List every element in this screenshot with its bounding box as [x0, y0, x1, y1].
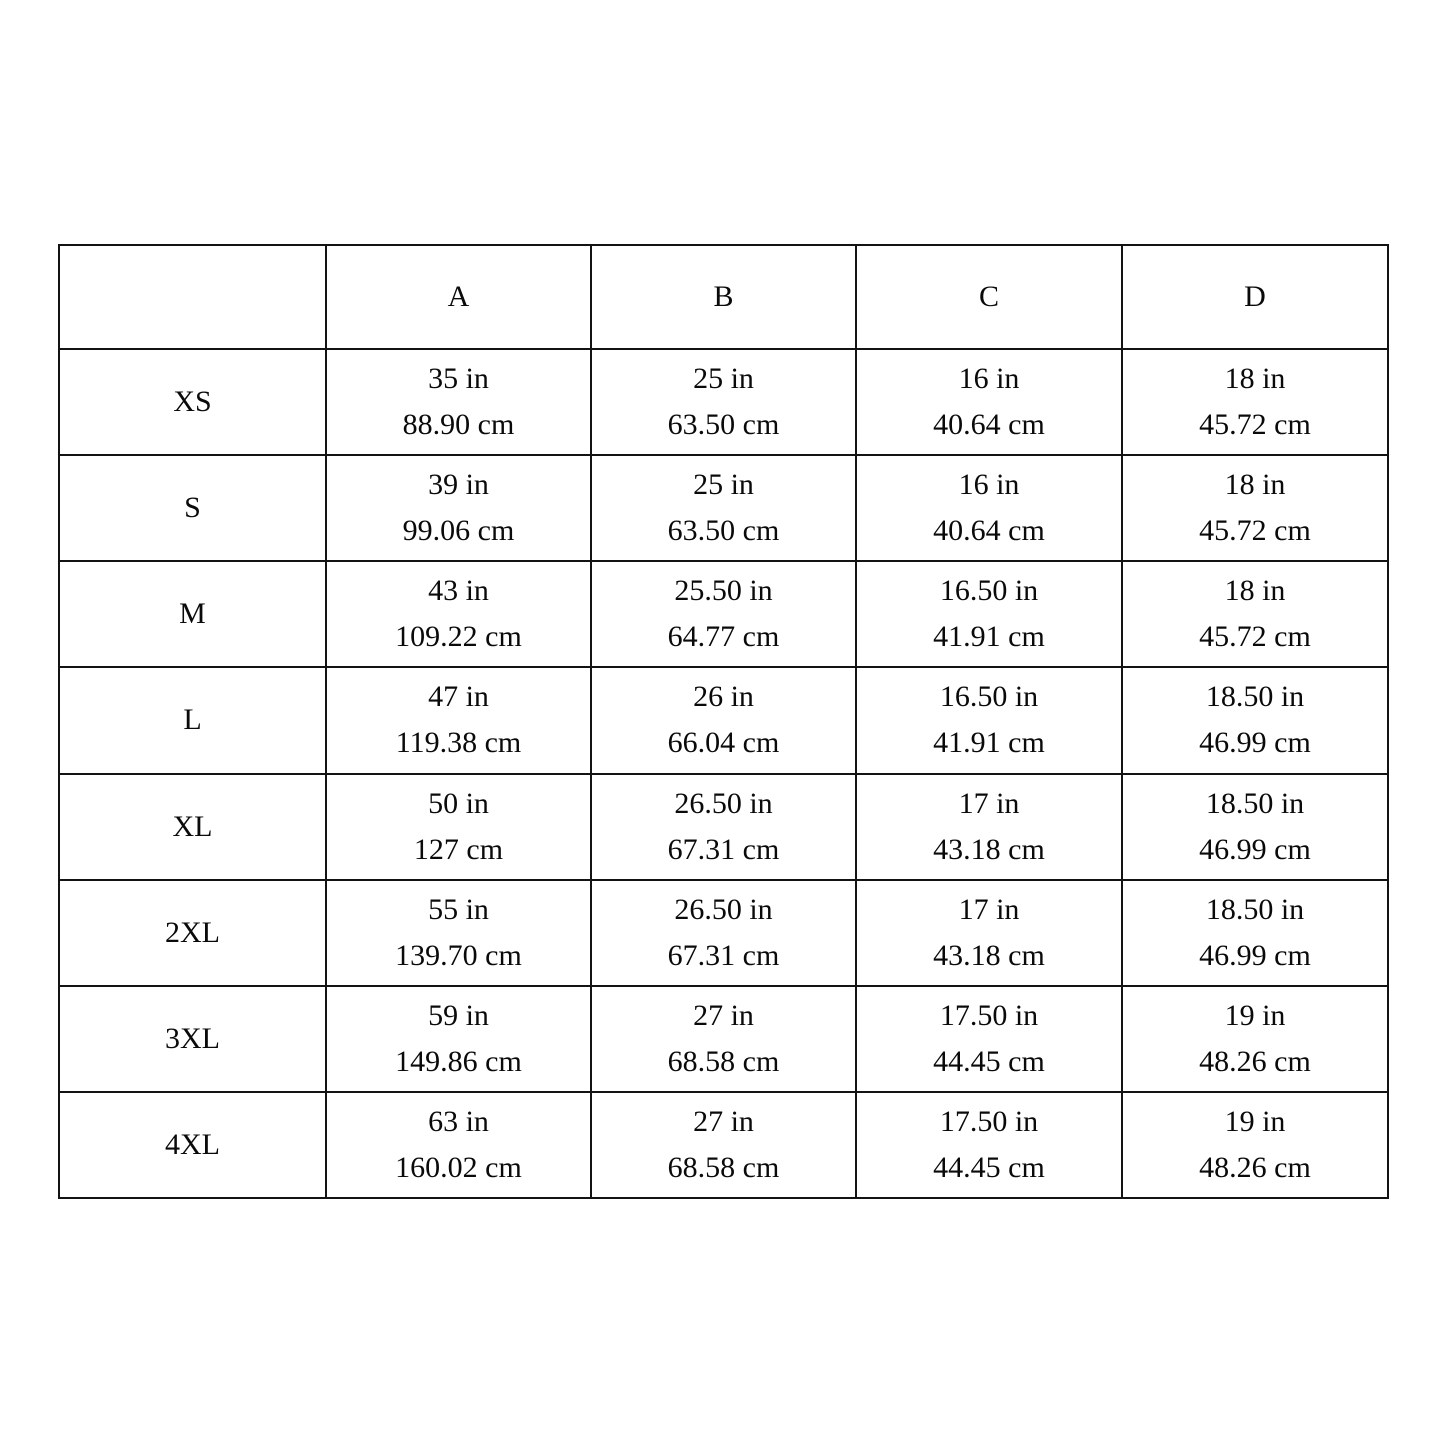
measurement-cell [591, 667, 856, 773]
measurement-cell [326, 880, 591, 986]
cm-value: 45.72 cm [1199, 620, 1311, 654]
inches-value: 26 in [693, 680, 754, 714]
cm-value: 45.72 cm [1199, 408, 1311, 442]
measurement-cell [591, 561, 856, 667]
size-chart-table [58, 244, 1389, 1199]
table-row [59, 561, 1388, 667]
table-body [59, 349, 1388, 1198]
measurement-cell [1122, 349, 1388, 455]
inches-value: 25 in [693, 362, 754, 396]
cm-value: 109.22 cm [395, 620, 522, 654]
table-row [59, 1092, 1388, 1198]
header-cell-d: D [1122, 245, 1388, 349]
inches-value: 26.50 in [674, 786, 773, 820]
measurement-cell [326, 561, 591, 667]
measurement-cell [591, 986, 856, 1092]
measurement-cell [591, 455, 856, 561]
header-row [59, 245, 1388, 349]
header-cell-a: A [326, 245, 591, 349]
measurement-cell [1122, 774, 1388, 880]
cm-value: 41.91 cm [933, 726, 1045, 760]
measurement-cell [1122, 986, 1388, 1092]
measurement-cell [591, 774, 856, 880]
inches-value: 19 in [1224, 1104, 1286, 1138]
measurement-cell [856, 561, 1122, 667]
cm-value: 68.58 cm [667, 1044, 780, 1078]
measurement-cell [1122, 561, 1388, 667]
inches-value: 16 in [958, 468, 1020, 502]
size-label: XS [59, 349, 326, 455]
cm-value: 48.26 cm [1199, 1150, 1311, 1184]
measurement-cell [1122, 1092, 1388, 1198]
header-cell-c: C [856, 245, 1122, 349]
inches-value: 18 in [1224, 574, 1286, 608]
measurement-cell [1122, 880, 1388, 986]
measurement-cell [1122, 667, 1388, 773]
cm-value: 40.64 cm [933, 514, 1045, 548]
measurement-cell [326, 1092, 591, 1198]
inches-value: 18 in [1224, 468, 1286, 502]
size-label: L [59, 667, 326, 773]
measurement-cell [326, 986, 591, 1092]
cm-value: 40.64 cm [933, 408, 1045, 442]
table-row [59, 986, 1388, 1092]
inches-value: 39 in [428, 468, 489, 502]
cm-value: 127 cm [413, 832, 504, 866]
measurement-cell [326, 667, 591, 773]
measurement-cell [591, 349, 856, 455]
header-cell-size [59, 245, 326, 349]
inches-value: 18 in [1224, 362, 1286, 396]
measurement-cell [856, 349, 1122, 455]
cm-value: 160.02 cm [395, 1150, 522, 1184]
size-label: XL [59, 774, 326, 880]
measurement-cell [856, 667, 1122, 773]
inches-value: 25.50 in [674, 574, 773, 608]
cm-value: 63.50 cm [667, 514, 780, 548]
table-header [59, 245, 1388, 349]
inches-value: 27 in [693, 1104, 754, 1138]
measurement-cell [591, 1092, 856, 1198]
inches-value: 17.50 in [939, 1104, 1039, 1138]
inches-value: 16.50 in [939, 680, 1039, 714]
size-label: 4XL [59, 1092, 326, 1198]
size-label: M [59, 561, 326, 667]
cm-value: 44.45 cm [933, 1044, 1045, 1078]
table-row [59, 880, 1388, 986]
measurement-cell [326, 349, 591, 455]
inches-value: 17 in [958, 786, 1020, 820]
cm-value: 139.70 cm [395, 938, 522, 972]
cm-value: 43.18 cm [933, 832, 1045, 866]
inches-value: 55 in [428, 892, 489, 926]
table-row [59, 774, 1388, 880]
size-label: 2XL [59, 880, 326, 986]
measurement-cell [856, 1092, 1122, 1198]
inches-value: 59 in [428, 998, 489, 1032]
inches-value: 50 in [428, 786, 489, 820]
inches-value: 16 in [958, 362, 1020, 396]
cm-value: 46.99 cm [1199, 726, 1311, 760]
table-row [59, 455, 1388, 561]
inches-value: 18.50 in [1205, 680, 1305, 714]
inches-value: 27 in [693, 998, 754, 1032]
cm-value: 68.58 cm [667, 1150, 780, 1184]
cm-value: 46.99 cm [1199, 832, 1311, 866]
measurement-cell [856, 880, 1122, 986]
size-label: 3XL [59, 986, 326, 1092]
table-row [59, 349, 1388, 455]
inches-value: 17.50 in [939, 998, 1039, 1032]
size-label: S [59, 455, 326, 561]
measurement-cell [1122, 455, 1388, 561]
cm-value: 41.91 cm [933, 620, 1045, 654]
measurement-cell [856, 774, 1122, 880]
measurement-cell [856, 986, 1122, 1092]
inches-value: 25 in [693, 468, 754, 502]
cm-value: 119.38 cm [395, 726, 522, 760]
inches-value: 47 in [428, 680, 489, 714]
inches-value: 18.50 in [1205, 786, 1305, 820]
cm-value: 48.26 cm [1199, 1044, 1311, 1078]
cm-value: 67.31 cm [667, 938, 780, 972]
cm-value: 88.90 cm [402, 408, 515, 442]
inches-value: 17 in [958, 892, 1020, 926]
inches-value: 18.50 in [1205, 892, 1305, 926]
cm-value: 46.99 cm [1199, 938, 1311, 972]
inches-value: 35 in [428, 362, 489, 396]
cm-value: 64.77 cm [667, 620, 780, 654]
inches-value: 43 in [428, 574, 489, 608]
cm-value: 44.45 cm [933, 1150, 1045, 1184]
cm-value: 99.06 cm [402, 514, 515, 548]
inches-value: 16.50 in [939, 574, 1039, 608]
measurement-cell [326, 455, 591, 561]
cm-value: 63.50 cm [667, 408, 780, 442]
cm-value: 149.86 cm [395, 1044, 522, 1078]
inches-value: 19 in [1224, 998, 1286, 1032]
cm-value: 45.72 cm [1199, 514, 1311, 548]
inches-value: 26.50 in [674, 892, 773, 926]
measurement-cell [856, 455, 1122, 561]
cm-value: 66.04 cm [667, 726, 780, 760]
cm-value: 43.18 cm [933, 938, 1045, 972]
table-row [59, 667, 1388, 773]
cm-value: 67.31 cm [667, 832, 780, 866]
inches-value: 63 in [428, 1104, 489, 1138]
measurement-cell [591, 880, 856, 986]
header-cell-b: B [591, 245, 856, 349]
measurement-cell [326, 774, 591, 880]
